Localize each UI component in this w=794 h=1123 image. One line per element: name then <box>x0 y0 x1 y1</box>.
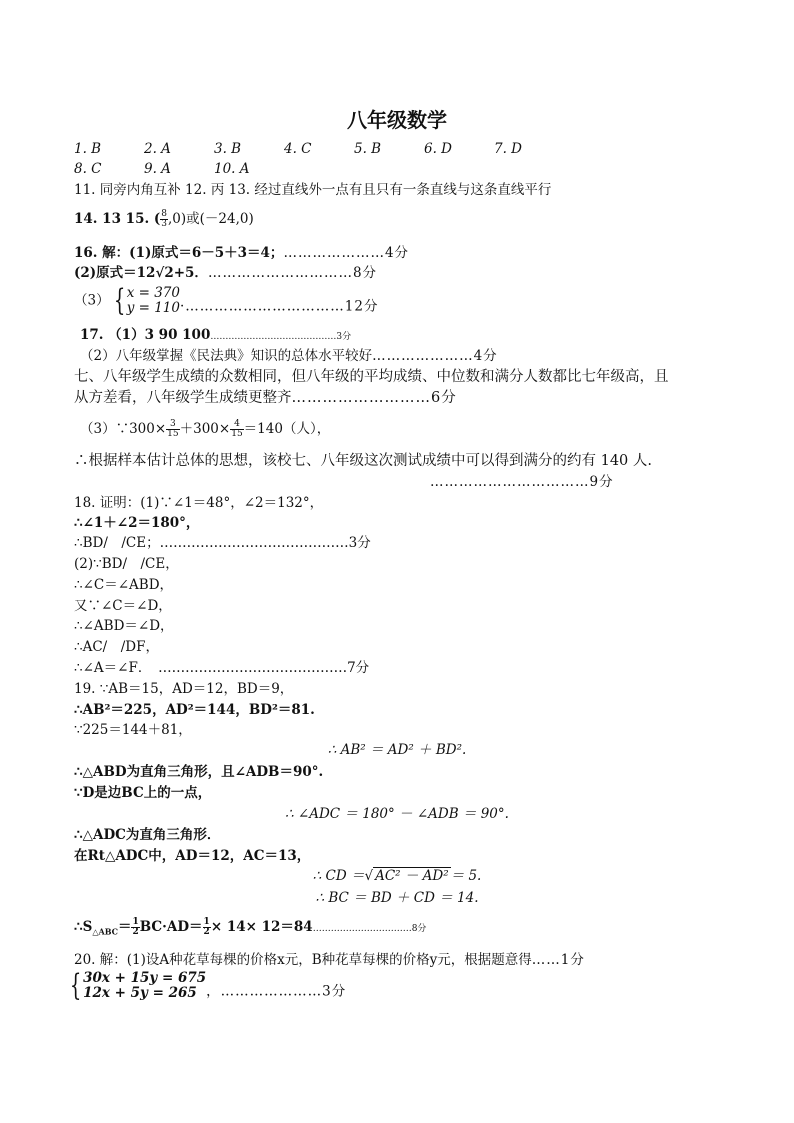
fraction-denominator: 15 <box>167 429 179 439</box>
answer-19-line-4: ∴△ABD为直角三角形，且∠ADB＝90°. <box>74 764 324 780</box>
answer-20-system <box>69 968 347 1003</box>
area-text: ＝ <box>117 919 132 935</box>
choice-answer: 8. C <box>74 161 102 177</box>
fraction <box>166 420 179 439</box>
choice-answer: 7. D <box>494 141 522 157</box>
equation-system <box>127 286 180 316</box>
choice-answer: 3. B <box>214 141 242 157</box>
answer-19-line-3: ∵225＝144＋81， <box>74 722 192 738</box>
choice-answer: 10. A <box>214 161 250 177</box>
answer-18-line-4: (2)∵BD/ /CE， <box>74 556 179 572</box>
answer-17-2-end <box>74 389 457 407</box>
score-dots: ……1分 <box>531 952 585 968</box>
area-text: ∴S <box>74 919 93 935</box>
fraction <box>160 210 168 229</box>
fraction-denominator: 3 <box>161 219 167 229</box>
answer-14-15 <box>74 210 254 229</box>
fraction-numerator: 1 <box>132 917 139 927</box>
fraction-denominator: 2 <box>203 927 210 937</box>
answer-18-line-2: ∴∠1＋∠2＝180°， <box>74 515 200 531</box>
answer-11-13: 11. 同旁内角互补 12. 丙 13. 经过直线外一点有且只有一条直线与这条直线平行 <box>74 182 552 198</box>
area-subscript: △ABC <box>92 926 118 937</box>
equation-system <box>83 971 206 1001</box>
answer-17-2-text: （2）八年级掌握《民法典》知识的总体水平较好 <box>80 348 373 364</box>
answer-19-line-2: ∴AB²＝225，AD²＝144，BD²＝81. <box>74 702 315 718</box>
eq-text: ∴ CD ＝ <box>312 868 365 884</box>
answer-17-3 <box>80 420 330 439</box>
answer-17-1-text: 17. （1）3 90 100 <box>80 327 211 343</box>
answer-19-line-5: ∵D是边BC上的一点， <box>74 785 212 801</box>
fraction-denominator: 15 <box>231 429 243 439</box>
choice-answer: 4. C <box>284 141 312 157</box>
page-title: 八年级数学 <box>347 108 447 132</box>
answer-19-line-1: 19. ∵AB＝15，AD＝12，BD＝9， <box>74 681 294 697</box>
answer-18-line-8: ∴AC/ /DF， <box>74 639 159 655</box>
equation-line: x = 370 <box>126 285 180 301</box>
choice-answers-row-2 <box>74 160 284 178</box>
answer-18-line-9: ∴∠A＝∠F． ……………………………………7分 <box>74 660 370 676</box>
answer-19-area <box>74 918 426 941</box>
answer-19-line-7: 在Rt△ADC中，AD＝12，AC＝13， <box>74 848 311 864</box>
fraction <box>131 918 139 937</box>
answer-17-2 <box>80 347 498 365</box>
choice-answer: 5. B <box>354 141 382 157</box>
equation-line: 12x + 5y = 265 <box>83 985 197 1001</box>
score-dots: ，…………………3分 <box>206 983 347 1000</box>
answer-17-2-cont: 七、八年级学生成绩的众数相同，但八年级的平均成绩、中位数和满分人数都比七年级高，且 <box>74 369 669 385</box>
answer-17-1 <box>80 326 351 346</box>
answer-19-eq-3: ∴ CD ＝√ AC² － AD² ＝ 5. <box>312 868 482 884</box>
fraction-denominator: 2 <box>132 927 139 937</box>
answer-18-line-6: 又∵∠C＝∠D， <box>74 598 172 614</box>
score-dots: ……………………………8分 <box>312 924 427 934</box>
score-dots: ·……………………………12分 <box>179 298 379 315</box>
answer-19-eq-4: ∴ BC ＝ BD ＋ CD ＝ 14. <box>315 890 479 906</box>
score-dots: ………………………6分 <box>291 390 457 406</box>
choice-answer: 9. A <box>144 161 171 177</box>
equation-line: y = 110 <box>126 300 180 316</box>
answer-19-eq-1: ∴ AB² ＝ AD² ＋ BD². <box>327 742 467 758</box>
answer-16-2 <box>74 264 377 282</box>
fraction-numerator: 1 <box>203 917 210 927</box>
score-dots: …………………4分 <box>283 245 410 261</box>
choice-answers-row-1 <box>74 140 564 158</box>
answer-18-line-5: ∴∠C＝∠ABD， <box>74 577 174 593</box>
answer-17-2-end-text: 从方差看，八年级学生成绩更整齐 <box>74 390 292 406</box>
answer-20-line-1 <box>74 951 585 969</box>
fraction <box>230 420 243 439</box>
fraction-numerator: 4 <box>230 420 243 430</box>
brace-icon: { <box>113 283 125 318</box>
score-dots: …………………4分 <box>372 348 498 364</box>
sqrt-content: AC² － AD² <box>375 868 449 884</box>
area-text: BC·AD＝ <box>139 919 203 935</box>
choice-answer: 1. B <box>74 141 102 157</box>
score-dots: ……………………………9分 <box>430 474 614 490</box>
eq-text: ＝ 5. <box>450 868 482 884</box>
answer-17-3-text: （3）∵300× <box>80 421 167 437</box>
answer-19-eq-2: ∴ ∠ADC ＝ 180° － ∠ADB ＝ 90°. <box>285 806 509 822</box>
answer-18-line-3: ∴BD/ /CE；……………………………………3分 <box>74 535 371 551</box>
choice-answer: 6. D <box>424 141 452 157</box>
answer-18-line-1: 18. 证明：(1)∵∠1＝48°，∠2＝132°， <box>74 495 324 511</box>
choice-answer: 2. A <box>144 141 171 157</box>
answer-17-conclusion: ∴根据样本估计总体的思想，该校七、八年级这次测试成绩中可以得到满分的约有 140 人. <box>74 453 652 469</box>
answer-16-3 <box>74 283 379 318</box>
answer-16-3-label: （3） <box>74 292 110 309</box>
answer-16-1-text: 16. 解：(1)原式＝6－5＋3＝4； <box>74 245 284 261</box>
fraction-numerator: 3 <box>166 420 179 430</box>
answer-18-line-7: ∴∠ABD＝∠D， <box>74 618 174 634</box>
fraction <box>203 918 211 937</box>
area-text: × 14× 12＝84 <box>210 919 313 935</box>
answer-15-text: ,0)或(－24,0) <box>167 211 254 227</box>
answer-17-3-text: ＋300× <box>179 421 231 437</box>
score-dots: ……………………………………3分 <box>210 332 352 342</box>
answer-16-1 <box>74 244 409 262</box>
equation-line: 30x + 15y = 675 <box>83 970 207 986</box>
answer-20-text: 20. 解：(1)设A种花草每棵的价格x元，B种花草每棵的价格y元，根据题意得 <box>74 952 532 968</box>
score-dots: …………………………8分 <box>207 265 378 281</box>
answer-17-3-text: ＝140（人）， <box>243 421 331 437</box>
answer-16-2-text: (2)原式＝12√2+5． <box>74 265 208 281</box>
answer-14-15-text: 14. 13 15. ( <box>74 211 161 227</box>
fraction-numerator: 8 <box>161 209 167 219</box>
answer-19-line-6: ∴△ADC为直角三角形． <box>74 827 221 843</box>
brace-icon: { <box>69 968 82 1003</box>
